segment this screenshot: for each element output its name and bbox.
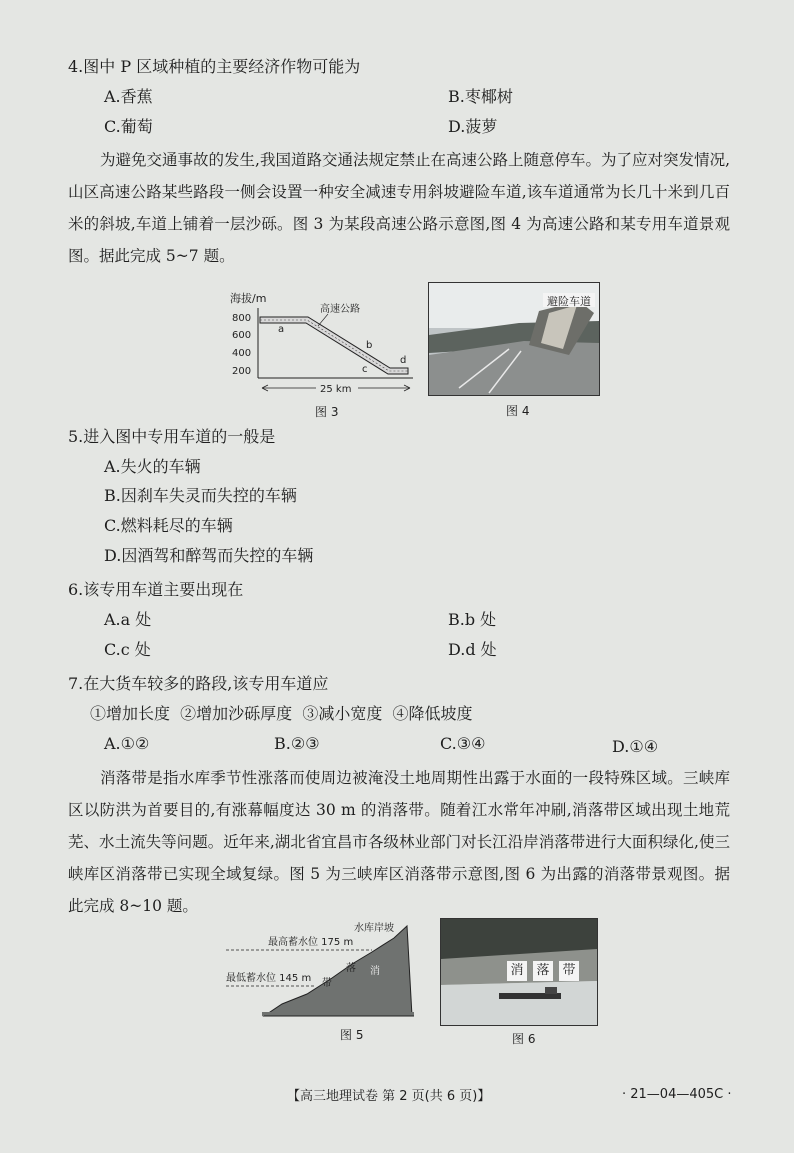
q6-option-d: D.d 处	[448, 640, 497, 659]
q7-option-b: B.②③	[274, 734, 320, 753]
question-5-stem: 5.进入图中专用车道的一般是	[68, 427, 276, 446]
fig5-zone-char-1: 消	[370, 966, 380, 977]
q4-option-d: D.菠萝	[448, 117, 498, 136]
fig6-zone-char-1: 消	[507, 961, 527, 981]
fig3-point-a: a	[278, 324, 285, 335]
fig6-zone-char-3: 带	[559, 961, 579, 981]
footer-exam-code: · 21—04—405C ·	[622, 1087, 732, 1102]
fig6-caption: 图 6	[512, 1032, 536, 1046]
question-7-stem: 7.在大货车较多的路段,该专用车道应	[68, 674, 329, 693]
fig5-zone-char-2: 落	[346, 963, 356, 974]
q6-option-a: A.a 处	[104, 610, 152, 629]
figure-3-highway-profile	[228, 290, 418, 420]
q7-option-d: D.①④	[612, 737, 659, 756]
q4-option-a: A.香蕉	[104, 87, 153, 106]
fig3-point-c: c	[362, 364, 368, 375]
q5-option-a: A.失火的车辆	[104, 457, 201, 476]
fig3-point-d: d	[400, 355, 407, 366]
fig4-caption: 图 4	[506, 404, 530, 418]
fig4-sign-label: 避险车道	[547, 295, 591, 308]
q6-option-b: B.b 处	[448, 610, 497, 629]
figure-5-zone-diagram	[222, 916, 434, 1021]
q7-option-c: C.③④	[440, 734, 486, 753]
passage-highway: 为避免交通事故的发生,我国道路交通法规定禁止在高速公路上随意停车。为了应对突发情况,山区高速公路某些路段一侧会设置一种安全减速专用斜坡避险车道,该车道通常为长几十米到几百米的斜坡,车道上铺着一层沙砾。图 3 为某段高速公路示意图,图 4 为高速公路和某专用车道景观图。据此完成 5~7 题。	[68, 151, 730, 265]
q7-option-a: A.①②	[104, 734, 150, 753]
footer-page-info: 【高三地理试卷 第 2 页(共 6 页)】	[287, 1089, 491, 1104]
figure-4-photo	[428, 282, 600, 396]
q6-option-c: C.c 处	[104, 640, 151, 659]
fig3-tick-200: 200	[232, 366, 252, 377]
question-4-stem: 4.图中 P 区域种植的主要经济作物可能为	[68, 57, 361, 76]
fig3-tick-600: 600	[232, 330, 252, 341]
fig3-distance-label: 25 km	[320, 384, 352, 395]
fig3-y-axis-label: 海拔/m	[230, 292, 267, 305]
q4-option-c: C.葡萄	[104, 117, 153, 136]
figure-6-photo	[440, 918, 598, 1026]
fig5-low-level: 最低蓄水位 145 m	[226, 973, 312, 984]
passage-fluctuation-zone: 消落带是指水库季节性涨落而使周边被淹没土地周期性出露于水面的一段特殊区域。三峡库区以防洪为首要目的,有涨幕幅度达 30 m 的消落带。随着江水常年冲刷,消落带区域出现土地荒芜、水土流失等问题。近年来,湖北省宜昌市各级林业部门对长江沿岸消落带进行大面积绿化,使三峡库区消落带已实现全域复绿。图 5 为三峡库区消落带示意图,图 6 为出露的消落带景观图。据此完成 8~10 题。	[68, 769, 730, 915]
q5-option-c: C.燃料耗尽的车辆	[104, 516, 233, 535]
fig3-point-b: b	[366, 340, 373, 351]
q4-option-b: B.枣椰树	[448, 87, 513, 106]
q5-option-d: D.因酒驾和醉驾而失控的车辆	[104, 546, 314, 565]
question-6-stem: 6.该专用车道主要出现在	[68, 580, 244, 599]
fig3-tick-400: 400	[232, 348, 252, 359]
fig5-bank-label: 水库岸坡	[354, 923, 394, 934]
fig5-zone-char-3: 带	[322, 978, 332, 989]
fig5-caption: 图 5	[340, 1028, 364, 1042]
fig3-tick-800: 800	[232, 313, 252, 324]
q7-choices: ①增加长度 ②增加沙砾厚度 ③减小宽度 ④降低坡度	[90, 704, 473, 723]
q5-option-b: B.因刹车失灵而失控的车辆	[104, 486, 297, 505]
fig3-caption: 图 3	[315, 405, 339, 419]
fig3-road-label: 高速公路	[320, 304, 360, 315]
fig6-zone-char-2: 落	[533, 961, 553, 981]
fig5-high-level: 最高蓄水位 175 m	[268, 937, 354, 948]
